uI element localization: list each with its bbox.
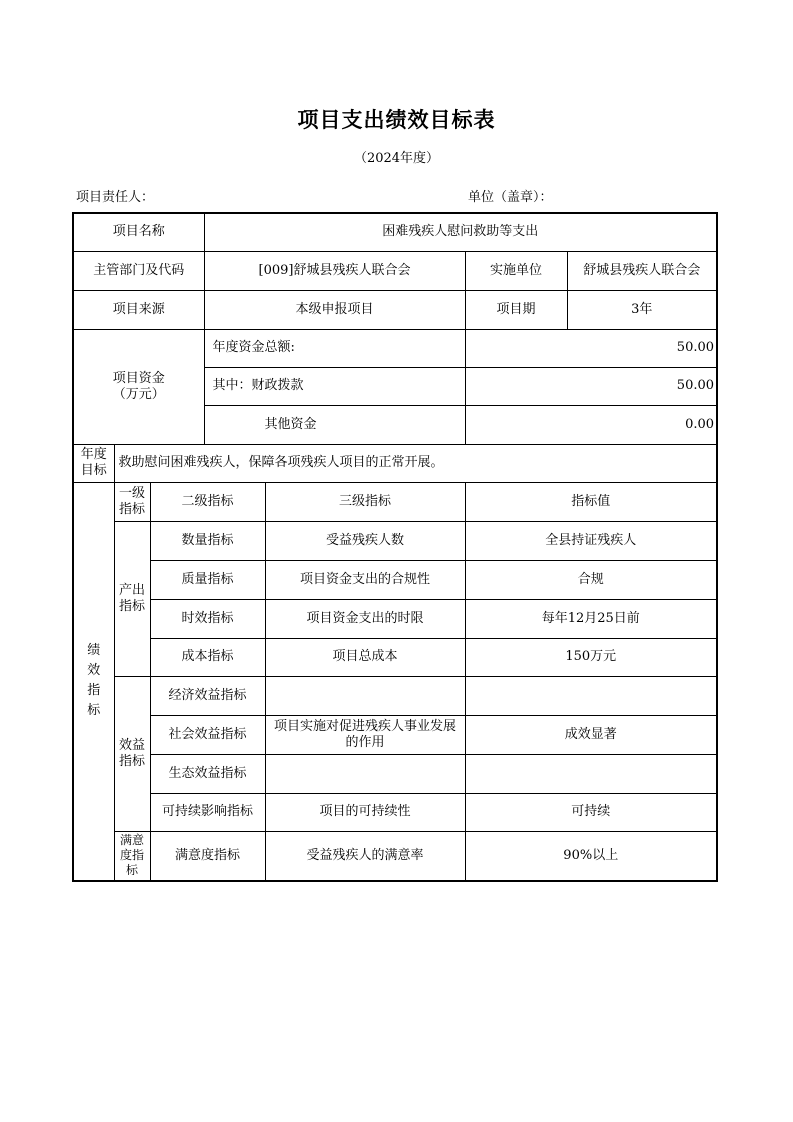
row-department xyxy=(73,251,717,290)
table-row xyxy=(73,521,717,560)
indicator-value-cell: 150万元 xyxy=(465,638,717,676)
project-funds-label-line1: 项目资金 xyxy=(112,370,165,386)
indicator-value-cell: 合规 xyxy=(465,560,717,599)
performance-char-1: 绩 xyxy=(87,643,101,659)
level1-header xyxy=(114,482,150,521)
table-row xyxy=(73,676,717,715)
annual-goal-label xyxy=(73,444,114,482)
department-value: [009]舒城县残疾人联合会 xyxy=(204,251,465,290)
table-row xyxy=(73,831,717,881)
project-name-value: 困难残疾人慰问救助等支出 xyxy=(204,213,717,251)
indicator-value-cell xyxy=(465,754,717,793)
satisfaction-group-line2: 度指 xyxy=(119,848,144,863)
performance-target-table xyxy=(72,212,718,882)
level3-cell: 项目的可持续性 xyxy=(265,793,465,831)
level2-cell: 社会效益指标 xyxy=(150,715,265,754)
level2-cell: 满意度指标 xyxy=(150,831,265,881)
satisfaction-indicator-group xyxy=(114,831,150,881)
other-funds-label: 其他资金 xyxy=(204,405,465,444)
level3-cell xyxy=(265,754,465,793)
annual-goal-label-line2: 目标 xyxy=(80,463,107,478)
level1-header-line1: 一级 xyxy=(118,485,145,501)
level2-cell: 数量指标 xyxy=(150,521,265,560)
performance-indicator-label xyxy=(73,482,114,881)
level2-cell: 质量指标 xyxy=(150,560,265,599)
benefit-group-line2: 指标 xyxy=(118,753,145,769)
project-name-label: 项目名称 xyxy=(73,213,204,251)
satisfaction-group-line3: 标 xyxy=(125,863,138,878)
table-row xyxy=(73,599,717,638)
benefit-group-line1: 效益 xyxy=(118,737,145,753)
implementing-unit-value: 舒城县残疾人联合会 xyxy=(567,251,717,290)
department-label: 主管部门及代码 xyxy=(73,251,204,290)
level2-cell: 经济效益指标 xyxy=(150,676,265,715)
row-indicator-header xyxy=(73,482,717,521)
table-row xyxy=(73,638,717,676)
indicator-value-cell: 可持续 xyxy=(465,793,717,831)
fiscal-allocation-label: 其中：财政拨款 xyxy=(204,367,465,405)
row-annual-goal xyxy=(73,444,717,482)
annual-total-label: 年度资金总额: xyxy=(204,329,465,367)
level3-cell xyxy=(265,676,465,715)
indicator-value-header: 指标值 xyxy=(465,482,717,521)
benefit-indicator-group xyxy=(114,676,150,831)
row-funds-total xyxy=(73,329,717,367)
table-row xyxy=(73,715,717,754)
output-group-line1: 产出 xyxy=(118,582,145,598)
project-source-value: 本级申报项目 xyxy=(204,290,465,329)
annual-total-value: 50.00 xyxy=(465,329,717,367)
level2-header: 二级指标 xyxy=(150,482,265,521)
project-period-label: 项目期 xyxy=(465,290,567,329)
level2-cell: 生态效益指标 xyxy=(150,754,265,793)
output-group-line2: 指标 xyxy=(118,598,145,614)
level3-cell: 项目实施对促进残疾人事业发展的作用 xyxy=(265,715,465,754)
indicator-value-cell xyxy=(465,676,717,715)
indicator-value-cell: 全县持证残疾人 xyxy=(465,521,717,560)
level3-header: 三级指标 xyxy=(265,482,465,521)
level2-cell: 时效指标 xyxy=(150,599,265,638)
page-title: 项目支出绩效目标表 xyxy=(297,108,496,132)
level3-cell: 受益残疾人的满意率 xyxy=(265,831,465,881)
performance-char-4: 标 xyxy=(87,703,101,719)
table-row xyxy=(73,754,717,793)
year-label: （2024年度） xyxy=(353,151,440,166)
row-project-source xyxy=(73,290,717,329)
performance-char-2: 效 xyxy=(87,663,101,679)
output-indicator-group xyxy=(114,521,150,676)
indicator-value-cell: 90%以上 xyxy=(465,831,717,881)
indicator-value-cell: 成效显著 xyxy=(465,715,717,754)
level2-cell: 可持续影响指标 xyxy=(150,793,265,831)
project-source-label: 项目来源 xyxy=(73,290,204,329)
project-funds-label-line2: （万元） xyxy=(112,386,165,402)
annual-goal-label-line1: 年度 xyxy=(80,447,107,462)
indicator-value-cell: 每年12月25日前 xyxy=(465,599,717,638)
project-period-value: 3年 xyxy=(567,290,717,329)
row-project-name xyxy=(73,213,717,251)
responsible-person-label: 项目责任人： xyxy=(76,190,155,205)
level3-cell: 项目总成本 xyxy=(265,638,465,676)
level1-header-line2: 指标 xyxy=(118,501,145,517)
implementing-unit-label: 实施单位 xyxy=(465,251,567,290)
fiscal-allocation-value: 50.00 xyxy=(465,367,717,405)
other-funds-value: 0.00 xyxy=(465,405,717,444)
table-row xyxy=(73,793,717,831)
project-funds-label xyxy=(73,329,204,444)
level3-cell: 项目资金支出的合规性 xyxy=(265,560,465,599)
annual-goal-text: 救助慰问困难残疾人，保障各项残疾人项目的正常开展。 xyxy=(114,444,717,482)
level3-cell: 项目资金支出的时限 xyxy=(265,599,465,638)
table-row xyxy=(73,560,717,599)
satisfaction-group-line1: 满意 xyxy=(119,833,144,848)
level3-cell: 受益残疾人数 xyxy=(265,521,465,560)
performance-char-3: 指 xyxy=(87,683,101,699)
unit-seal-label: 单位（盖章）： xyxy=(468,190,553,205)
level2-cell: 成本指标 xyxy=(150,638,265,676)
